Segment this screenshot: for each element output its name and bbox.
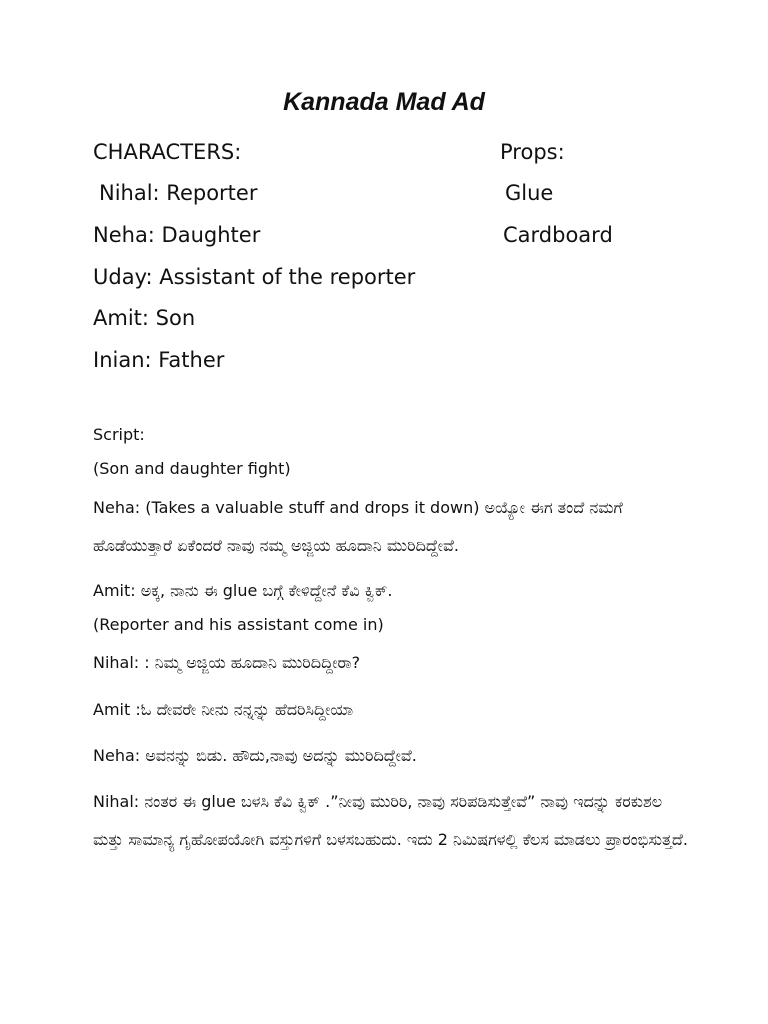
dialogue-line: Amit: ಅಕ್ಕ, ನಾನು ಈ glue ಬಗ್ಗೆ ಕೇಳಿದ್ದೇನೆ ಕೆವಿ ಕ್ವಿಕ್.	[93, 581, 393, 600]
prop-item: Glue	[505, 181, 554, 205]
dialogue-line: Neha: ಅವನನ್ನು ಬಿಡು. ಹೌದು,ನಾವು ಅದನ್ನು ಮುರಿದಿದ್ದೇವೆ.	[93, 746, 417, 765]
dialogue-line: Neha: (Takes a valuable stuff and drops it down) ಅಯ್ಯೋ ಈಗ ತಂದೆ ನಮಗೆ ಹೊಡೆಯುತ್ತಾರೆ ಏಕೆಂದರೆ ನಾವು ನಮ್ಮ ಅಜ್ಜಿಯ ಹೂದಾನಿ ಮುರಿದಿದ್ದೇವೆ.	[93, 498, 623, 555]
dialogue-line: Nihal: ನಂತರ ಈ glue ಬಳಸಿ ಕೆವಿ ಕ್ವಿಕ್ .”ನೀವು ಮುರಿರಿ, ನಾವು ಸರಿಪಡಿಸುತ್ತೇವೆ” ನಾವು ಇದನ್ನು ಕರಕುಶಲ ಮತ್ತು ಸಾಮಾನ್ಯ ಗೃಹೋಪಯೋಗಿ ವಸ್ತುಗಳಿಗೆ ಬಳಸಬಹುದು. ಇದು 2 ನಿಮಿಷಗಳಲ್ಲಿ ಕೆಲಸ ಮಾಡಲು ಪ್ರಾರಂಭಿಸುತ್ತದೆ.	[93, 792, 688, 849]
stage-direction: (Son and daughter fight)	[93, 459, 291, 478]
character-item: Uday: Assistant of the reporter	[93, 265, 416, 289]
character-item: Nihal: Reporter	[99, 181, 258, 205]
character-item: Amit: Son	[93, 306, 196, 330]
character-item: Inian: Father	[93, 348, 225, 372]
prop-item: Cardboard	[503, 223, 613, 247]
characters-heading: CHARACTERS:	[93, 140, 242, 164]
props-heading: Props:	[500, 140, 565, 164]
page-title: Kannada Mad Ad	[283, 88, 485, 116]
character-item: Neha: Daughter	[93, 223, 261, 247]
script-heading: Script:	[93, 425, 145, 444]
stage-direction: (Reporter and his assistant come in)	[93, 615, 384, 634]
dialogue-line: Nihal: : ನಿಮ್ಮ ಅಜ್ಜಿಯ ಹೂದಾನಿ ಮುರಿದಿದ್ದೀರಾ?	[93, 653, 361, 672]
dialogue-line: Amit :ಓ ದೇವರೇ ನೀನು ನನ್ನನ್ನು ಹೆದರಿಸಿದ್ದೀಯಾ	[93, 700, 354, 719]
